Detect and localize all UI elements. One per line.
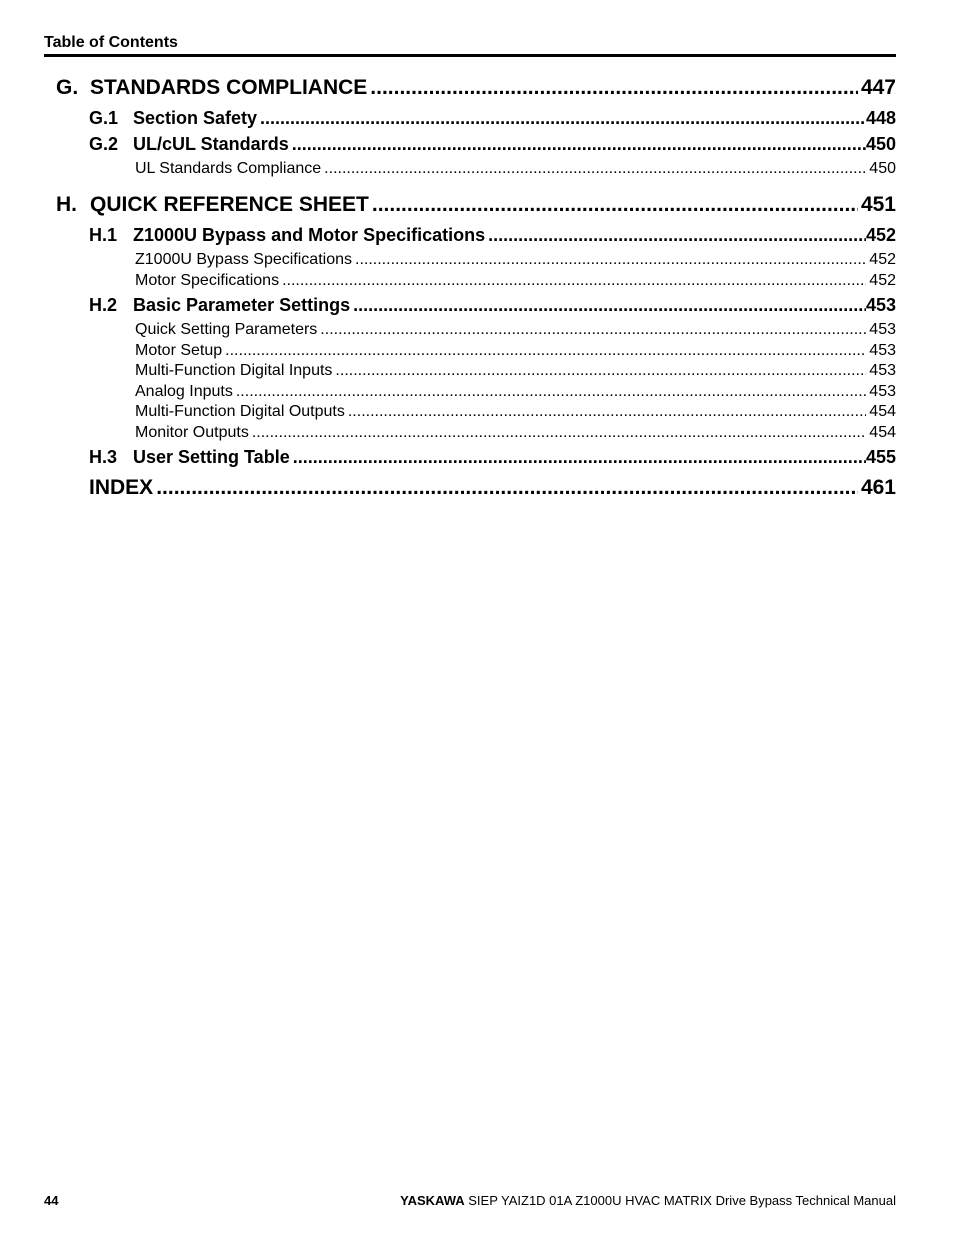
- dot-leader: [324, 160, 866, 178]
- page-header-title: Table of Contents: [44, 34, 178, 51]
- dot-leader: [372, 193, 858, 217]
- dot-leader: [260, 108, 866, 129]
- toc-page-number: 452: [865, 225, 896, 245]
- toc-number: G.2: [89, 134, 119, 154]
- toc-label: Motor Specifications: [135, 272, 280, 289]
- toc-entry-h2-motor-setup[interactable]: [135, 342, 896, 360]
- toc-label: Quick Setting Parameters: [135, 321, 318, 338]
- toc-page-number: 450: [869, 160, 896, 177]
- toc-label: UL/cUL Standards: [133, 134, 289, 154]
- toc-number: H.2: [89, 295, 118, 315]
- toc-number: H.1: [89, 225, 118, 245]
- dot-leader: [353, 295, 866, 316]
- dot-leader: [355, 251, 866, 269]
- toc-label: User Setting Table: [133, 447, 290, 467]
- toc-page-number: 451: [860, 193, 896, 216]
- footer-page-number: 44: [44, 1193, 59, 1208]
- dot-leader: [282, 272, 866, 290]
- toc-number: H.: [56, 193, 77, 216]
- toc-number: H.3: [89, 447, 118, 467]
- toc-label: Section Safety: [133, 108, 258, 128]
- toc-entry-h2-quick-setting[interactable]: [135, 321, 896, 339]
- toc-number: G.: [56, 76, 79, 99]
- dot-leader: [320, 321, 866, 339]
- toc-page-number: 454: [869, 424, 896, 441]
- toc-label: Basic Parameter Settings: [133, 295, 351, 315]
- toc-page-number: 461: [860, 476, 896, 499]
- toc-entry-h2-digital-outputs[interactable]: [135, 403, 896, 421]
- toc-label: Z1000U Bypass and Motor Specifications: [133, 225, 486, 245]
- toc-label: Multi-Function Digital Inputs: [135, 362, 333, 379]
- toc-label: Motor Setup: [135, 342, 223, 359]
- header-divider: [44, 54, 896, 57]
- toc-entry-h[interactable]: [56, 193, 896, 217]
- toc-entry-g2[interactable]: [89, 134, 896, 155]
- toc-page-number: 455: [865, 447, 896, 467]
- toc-entry-h2-digital-inputs[interactable]: [135, 362, 896, 380]
- dot-leader: [348, 403, 866, 421]
- dot-leader: [156, 476, 858, 500]
- dot-leader: [335, 362, 866, 380]
- toc-page-number: 454: [869, 403, 896, 420]
- toc-entry-g[interactable]: [56, 76, 896, 100]
- toc-page-number: 453: [869, 342, 896, 359]
- toc-entry-index[interactable]: [89, 476, 896, 500]
- footer-manual-name: SIEP YAIZ1D 01A Z1000U HVAC MATRIX Drive Bypass Technical Manual: [464, 1193, 896, 1208]
- toc-label: Z1000U Bypass Specifications: [135, 251, 352, 268]
- toc-page-number: 453: [865, 295, 896, 315]
- dot-leader: [292, 134, 866, 155]
- footer-brand: YASKAWA: [400, 1193, 465, 1208]
- dot-leader: [225, 342, 866, 360]
- toc-entry-h1[interactable]: [89, 225, 896, 246]
- toc-entry-h1-bypass-specs[interactable]: [135, 251, 896, 269]
- toc-page-number: 452: [869, 251, 896, 268]
- toc-entry-h2-monitor-outputs[interactable]: [135, 424, 896, 442]
- dot-leader: [252, 424, 866, 442]
- dot-leader: [370, 76, 858, 100]
- toc-entry-h1-motor-specs[interactable]: [135, 272, 896, 290]
- toc-label: UL Standards Compliance: [135, 160, 322, 177]
- toc-page-number: 447: [860, 76, 896, 99]
- toc-entry-g2-ul-compliance[interactable]: [135, 160, 896, 178]
- toc-label: STANDARDS COMPLIANCE: [90, 76, 368, 99]
- dot-leader: [293, 447, 866, 468]
- toc-page-number: 453: [869, 321, 896, 338]
- toc-entry-h2-analog-inputs[interactable]: [135, 383, 896, 401]
- toc-number: G.1: [89, 108, 119, 128]
- toc-label: QUICK REFERENCE SHEET: [90, 193, 369, 216]
- toc-page-number: 452: [869, 272, 896, 289]
- toc-entry-h2[interactable]: [89, 295, 896, 316]
- toc-page-number: 453: [869, 383, 896, 400]
- footer-manual-title: [400, 1193, 896, 1208]
- toc-entry-h3[interactable]: [89, 447, 896, 468]
- toc-label: Multi-Function Digital Outputs: [135, 403, 345, 420]
- toc-page-number: 450: [865, 134, 896, 154]
- dot-leader: [236, 383, 866, 401]
- toc-page-number: 448: [865, 108, 896, 128]
- toc-page-number: 453: [869, 362, 896, 379]
- toc-entry-g1[interactable]: [89, 108, 896, 129]
- dot-leader: [488, 225, 866, 246]
- toc-label: Analog Inputs: [135, 383, 233, 400]
- toc-label: INDEX: [89, 476, 154, 499]
- toc-label: Monitor Outputs: [135, 424, 249, 441]
